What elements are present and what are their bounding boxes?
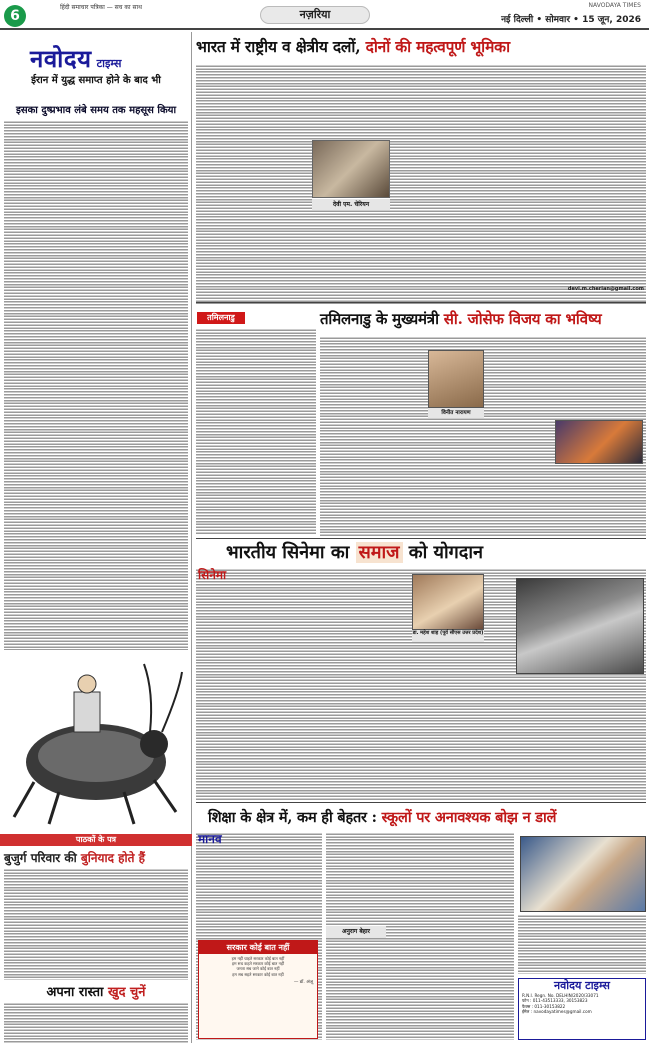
section-title: नज़रिया [260, 6, 370, 24]
article1-author-photo [312, 140, 390, 198]
masthead-title: नवोदय टाइम्स [554, 979, 610, 992]
poem-body [199, 954, 317, 979]
cartoon-creature-back [38, 730, 154, 782]
article3-author-photo [412, 574, 484, 630]
divider-2 [196, 538, 646, 539]
article4-right-body [518, 914, 646, 974]
newspaper-logo [30, 42, 165, 72]
masthead-line: ईमेल : navodayatimes@gmail.com [522, 1008, 592, 1014]
article2-headline-a: तमिलनाडु के मुख्यमंत्री [320, 310, 444, 328]
article1-headline [196, 34, 646, 60]
letter2-title-a: अपना रास्ता [46, 985, 108, 1000]
article2-headline [320, 306, 646, 332]
article2-left-body [196, 328, 316, 534]
article1-body [196, 64, 646, 304]
cartoon-illustration [4, 652, 188, 830]
letters-header: पाठकों के पत्र [0, 834, 192, 846]
article4-photo [520, 836, 646, 912]
article3-headline-b: समाज [356, 542, 403, 563]
paper-name: NAVODAYA TIMES [588, 2, 641, 9]
masthead-box [518, 978, 646, 1040]
article4-author: अनुराग बेहार [326, 926, 386, 938]
editorial-body [4, 120, 188, 650]
editorial-column [0, 32, 192, 1043]
editorial-subtitle: इसका दुष्प्रभाव लंबे समय तक महसूस किया [4, 102, 188, 133]
article2-headline-b: सी. जोसेफ विजय का भविष्य [443, 310, 602, 328]
divider-3 [196, 802, 646, 803]
cartoon-figure [74, 692, 100, 732]
article2-byline: विनीत नारायण [428, 408, 484, 418]
poem-line: हम नहीं चाहते सरकार कोई बात नहीं [231, 956, 285, 961]
poem-box [198, 940, 318, 1039]
article2-tag: तमिलनाडु [197, 312, 245, 324]
masthead-line: फोन : 011-43513333, 30153823 [522, 998, 588, 1004]
masthead-line: फैक्स : 011-30153822 [522, 1003, 566, 1009]
article3-tag: सिनेमा [198, 568, 227, 582]
letter2-title [0, 982, 192, 1000]
letter1-title [4, 849, 188, 866]
article3-headline-a: भारतीय सिनेमा का [226, 542, 356, 563]
letter2-title-b: खुद चुनें [107, 985, 146, 1000]
article4-headline-a: शिक्षा के क्षेत्र में, कम ही बेहतर : [208, 809, 382, 826]
page-header [0, 0, 649, 30]
article3-headline-c: को योगदान [402, 542, 483, 563]
cartoon-creature-head [140, 730, 168, 758]
article1-byline: देवी एम. चेरियन [312, 199, 390, 210]
poem-author: — डॉ. अंजू [293, 979, 313, 985]
letter1-body [4, 868, 188, 980]
logo-word-b: टाइम्स [96, 57, 122, 70]
cartoon-figure-head [78, 675, 96, 693]
poem-title: सरकार कोई बात नहीं [199, 941, 317, 954]
poem-line: जनता सब जाने कोई बात नहीं [236, 966, 280, 972]
article4-headline-b: स्कूलों पर अनावश्यक बोझ न डालें [381, 809, 557, 826]
article1-headline-a: भारत में राष्ट्रीय व क्षेत्रीय दलों, [196, 37, 366, 56]
article2-photo [555, 420, 643, 464]
article1-email: devi.m.cherian@gmail.com [567, 286, 644, 292]
article2-author-photo [428, 350, 484, 408]
letter1-title-a: बुजुर्ग परिवार की [4, 851, 81, 865]
letter1-title-b: बुनियाद होते हैं [80, 851, 145, 865]
logo-word-a: नवोदय [30, 44, 92, 73]
page-number: 6 [4, 5, 26, 27]
article3-byline: डा. महेश शाह (पूर्व सीएस उत्तर प्रदेश) [412, 630, 484, 642]
article3-photo [516, 578, 644, 674]
letter2-body [4, 1002, 188, 1043]
article3-headline [226, 540, 646, 566]
masthead-line: R.N.I. Regn. No. DELHIN/2020/33071 [522, 993, 599, 998]
editorial-title: ईरान में युद्ध समाप्त होने के बाद भी [31, 75, 161, 86]
divider-1 [196, 302, 646, 303]
article4-tag: मानव [198, 832, 222, 846]
poem-line: हम सच कहते सरकार कोई बात नहीं [231, 961, 284, 967]
article1-headline-b: दोनों की महत्वपूर्ण भूमिका [365, 37, 510, 56]
poem-line: हम सब सहते सरकार कोई बात नहीं [232, 971, 284, 977]
header-tagline: हिंदी समाचार पत्रिका — सच का साथ [60, 4, 142, 11]
issue-date: नई दिल्ली • सोमवार • 15 जून, 2026 [501, 15, 641, 25]
article4-headline [208, 806, 646, 830]
